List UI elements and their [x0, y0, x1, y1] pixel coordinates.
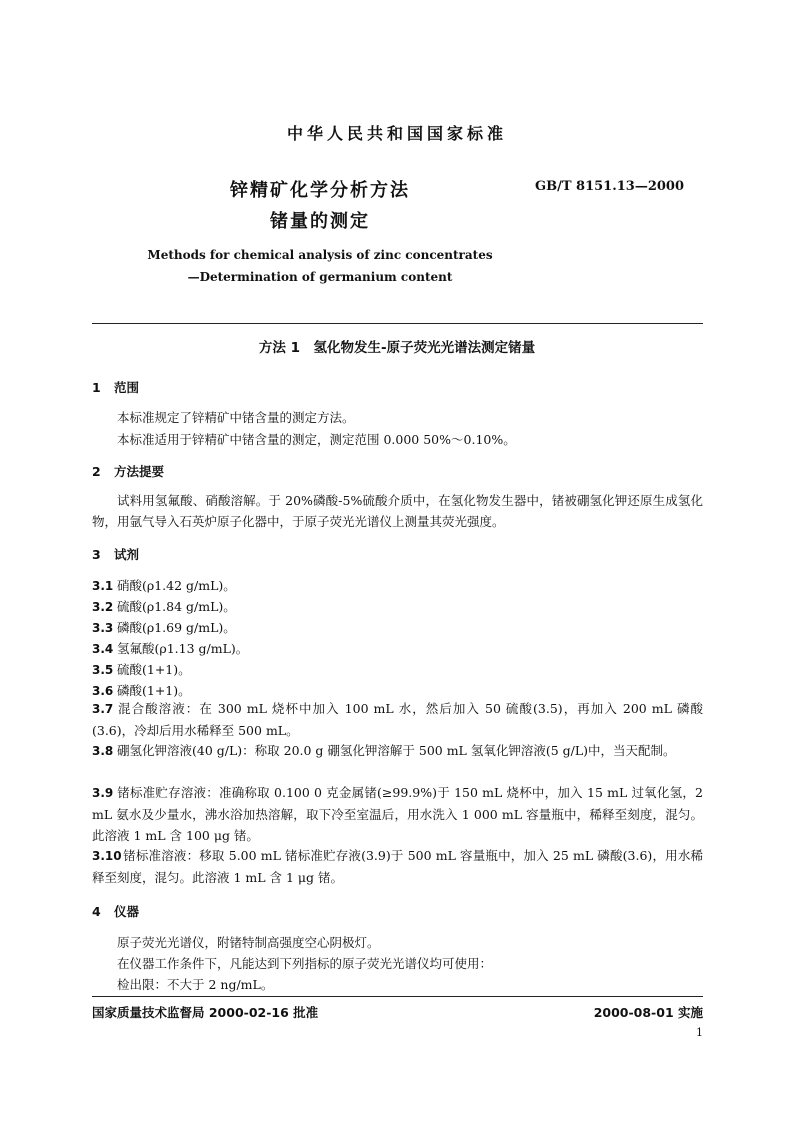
item-number: 3.1	[92, 579, 114, 593]
paragraph: 原子荧光光谱仪，附锗特制高强度空心阴极灯。	[117, 935, 380, 950]
list-item	[92, 681, 191, 699]
approval-date: 国家质量技术监督局 2000-02-16 批准	[92, 1005, 319, 1020]
list-item	[92, 618, 236, 636]
list-item	[92, 698, 703, 741]
method-title: 方法 1 氢化物发生-原子荧光光谱法测定锗量	[258, 340, 536, 356]
item-text: 硝酸(ρ1.42 g/mL)。	[117, 578, 236, 593]
list-item	[92, 740, 703, 762]
list-item	[92, 845, 703, 888]
english-title-line1: Methods for chemical analysis of zinc concentrates	[147, 248, 493, 262]
section-heading	[92, 462, 164, 480]
section-number: 4	[92, 904, 101, 919]
paragraph: 试料用氢氟酸、硝酸溶解。于 20%磷酸-5%硫酸介质中，在氢化物发生器中，锗被硼氢化钾还原生成氢化物，用氩气导入石英炉原子化器中，于原子荧光光谱仪上测量其荧光强度。	[92, 493, 703, 529]
standard-number: GB/T 8151.13—2000	[535, 179, 685, 194]
item-text: 硼氢化钾溶液(40 g/L)：称取 20.0 g 硼氢化钾溶解于 500 mL 氢氧化钾溶液(5 g/L)中，当天配制。	[117, 743, 676, 758]
section-heading	[92, 378, 139, 396]
item-text: 磷酸(ρ1.69 g/mL)。	[117, 620, 236, 635]
footer-divider	[92, 996, 703, 997]
item-number: 3.6	[92, 684, 114, 698]
section-heading	[92, 545, 139, 563]
item-text: 锗标准贮存溶液：准确称取 0.100 0 克金属锗(≥99.9%)于 150 mL 烧杯中，加入 15 mL 过氧化氢，2 mL 氨水及少量水，沸水浴加热溶解，取下冷至室温后，用水洗入 1 000 mL 容量瓶中，稀释至刻度，混匀。此溶液 1 mL 含 100 μg 锗。	[92, 785, 703, 843]
section-number: 3	[92, 547, 101, 562]
section-number: 1	[92, 380, 101, 395]
english-title-line2: —Determination of germanium content	[187, 270, 453, 284]
list-item	[92, 639, 248, 657]
list-item	[92, 597, 236, 615]
paragraph: 本标准适用于锌精矿中锗含量的测定，测定范围 0.000 50%～0.10%。	[117, 432, 516, 447]
paragraph: 在仪器工作条件下，凡能达到下列指标的原子荧光光谱仪均可使用：	[117, 956, 493, 971]
item-text: 锗标准溶液：移取 5.00 mL 锗标准贮存液(3.9)于 500 mL 容量瓶中，加入 25 mL 磷酸(3.6)，用水稀释至刻度，混匀。此溶液 1 mL 含 1 μg 锗。	[92, 848, 703, 885]
item-number: 3.7	[92, 702, 114, 716]
document-title-line2: 锗量的测定	[270, 211, 370, 232]
item-text: 磷酸(1+1)。	[117, 683, 191, 698]
section-title: 仪器	[114, 904, 140, 919]
section-heading	[92, 902, 139, 920]
section-title: 范围	[114, 380, 140, 395]
page-number: 1	[696, 1026, 703, 1039]
section-title: 方法提要	[114, 464, 165, 479]
list-item	[92, 576, 236, 594]
item-text: 氢氟酸(ρ1.13 g/mL)。	[117, 641, 249, 656]
list-item	[92, 660, 191, 678]
item-text: 硫酸(1+1)。	[117, 662, 191, 677]
item-text: 硫酸(ρ1.84 g/mL)。	[117, 599, 236, 614]
header-divider	[92, 323, 703, 324]
item-number: 3.5	[92, 663, 114, 677]
effective-date: 2000-08-01 实施	[593, 1005, 703, 1020]
item-number: 3.2	[92, 600, 114, 614]
list-item	[92, 782, 703, 846]
item-number: 3.8	[92, 744, 114, 758]
paragraph: 本标准规定了锌精矿中锗含量的测定方法。	[117, 410, 355, 425]
item-number: 3.3	[92, 621, 114, 635]
item-number: 3.4	[92, 642, 114, 656]
standard-header-title: 中华人民共和国国家标准	[286, 124, 507, 143]
section-number: 2	[92, 464, 101, 479]
item-number: 3.9	[92, 786, 114, 800]
section-title: 试剂	[114, 547, 140, 562]
item-text: 混合酸溶液：在 300 mL 烧杯中加入 100 mL 水，然后加入 50 硫酸(3.5)，再加入 200 mL 磷酸(3.6)，冷却后用水稀释至 500 mL。	[92, 701, 703, 738]
item-number: 3.10	[92, 849, 122, 863]
paragraph: 检出限：不大于 2 ng/mL。	[117, 977, 274, 992]
document-title-line1: 锌精矿化学分析方法	[230, 180, 410, 201]
